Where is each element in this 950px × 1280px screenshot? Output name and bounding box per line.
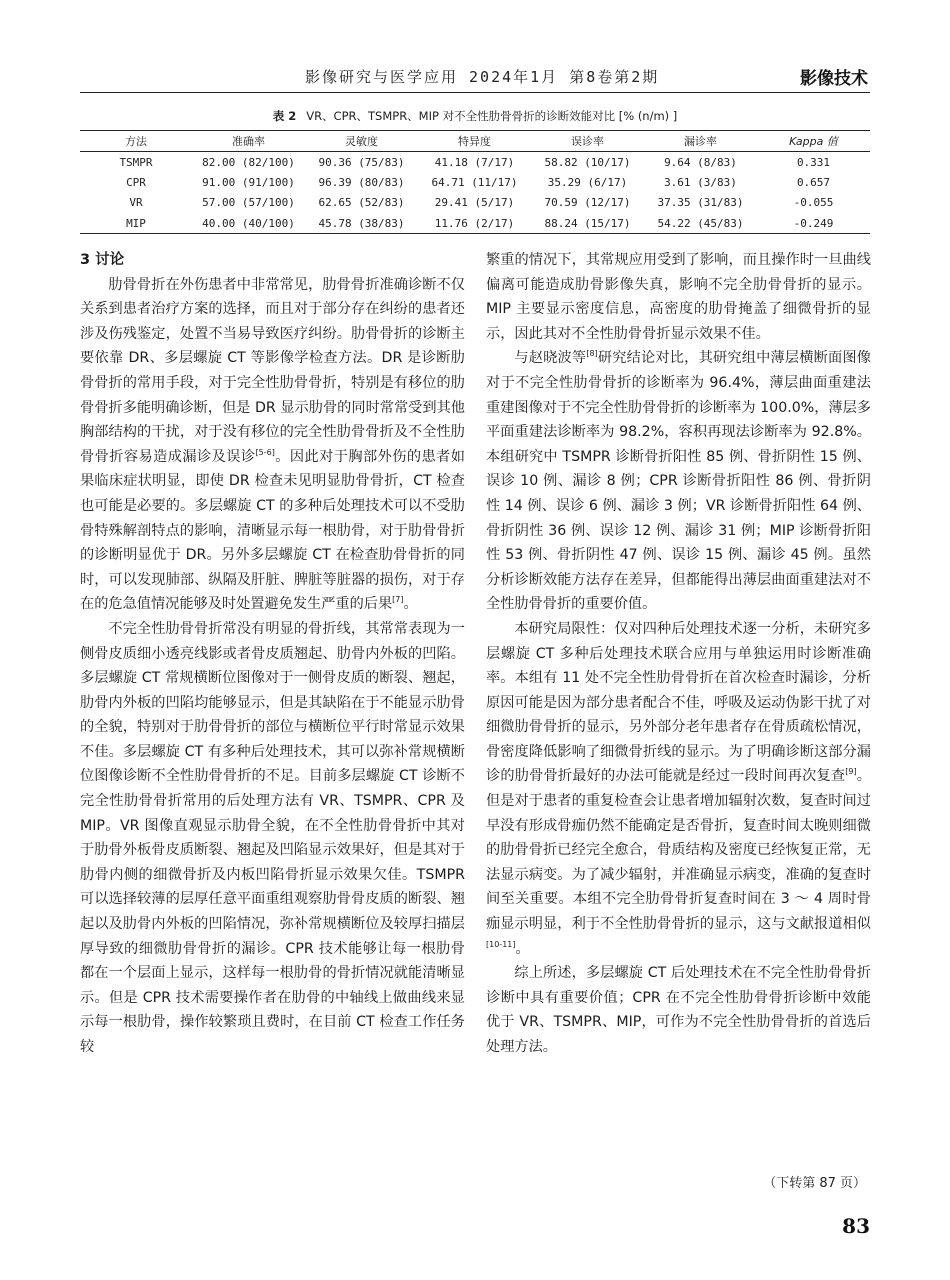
table-cell: 62.65 (52/83) — [318, 196, 405, 210]
journal-header: 影像研究与医学应用 2024年1月 第8卷第2期 — [305, 68, 660, 86]
table-cell: VR — [129, 196, 143, 210]
table-cell: 37.35 (31/83) — [657, 196, 744, 210]
paragraph: 不完全性肋骨骨折常没有明显的骨折线，其常常表现为一侧骨皮质细小透亮线影或者骨皮质翘起、肋骨内外板的凹陷。多层螺旋 CT 常规横断位图像对于一侧骨皮质的断裂、翘起，肋骨内外板的凹陷均能够显示，但是其缺陷在于不能显示肋骨的全貌，特别对于肋骨骨折的部位与横断位平行时常显示效果不佳。多层螺旋 CT 有多种后处理技术，其可以弥补常规横断位图像诊断不全性肋骨骨折的不足。目前多层螺旋 CT 诊断不完全性肋骨骨折常用的后处理方法有 VR、TSMPR、CPR 及 MIP。VR 图像直观显示肋骨全貌，在不全性肋骨骨折中其对于肋骨外板骨皮质断裂、翘起及凹陷显示效果好，但是其对于肋骨内侧的细微骨折及内板凹陷骨折显示效果欠佳。TSMPR 可以选择较薄的层厚任意平面重组观察肋骨骨皮质的断裂、翘起以及肋骨内外板的凹陷情况，弥补常规横断位及较厚扫描层厚导致的细微肋骨骨折的漏诊。CPR 技术能够让每一根肋骨都在一个层面上显示，这样每一根肋骨的骨折情况就能清晰显示。但是 CPR 技术需要操作者在肋骨的中轴线上做曲线来显示每一根肋骨，操作较繁琐且费时，在目前 CT 检查工作任务较 — [80, 620, 465, 1055]
column-header: 准确率 — [232, 135, 265, 148]
left-column — [80, 248, 465, 1060]
table-cell: 91.00 (91/100) — [202, 175, 295, 189]
table-cell: 0.331 — [796, 155, 831, 169]
table-cell: 29.41 (5/17) — [434, 196, 515, 210]
table-cell: CPR — [126, 175, 146, 189]
column-header: Kappa 值 — [789, 135, 838, 148]
table-cell: 35.29 (6/17) — [547, 175, 628, 189]
table-cell: 58.82 (10/17) — [544, 155, 631, 169]
table-cell: 90.36 (75/83) — [318, 155, 405, 169]
paragraph — [486, 617, 871, 961]
paragraph-text: 研究结论对比，其研究组中薄层横断面图像对于不完全性肋骨骨折的诊断率为 96.4%，薄层曲面重建法重建图像对于不完全性肋骨骨折的诊断率为 100.0%，薄层多平面重建法诊断率为 98.2%，容积再现法诊断率为 92.8%。本组研究中 TSMPR 诊断骨折阳性 85 例、骨折阴性 15 例、误诊 10 例、漏诊 8 例；CPR 诊断骨折阳性 86 例、骨折阴性 14 例、误诊 6 例、漏诊 3 例；VR 诊断骨折阳性 64 例、骨折阴性 36 例、误诊 12 例、漏诊 31 例；MIP 诊断骨折阳性 53 例、骨折阴性 47 例、误诊 15 例、漏诊 45 例。虽然分析诊断效能方法存在差异，但都能得出薄层曲面重建法对不全性肋骨骨折的重要价值。 — [486, 350, 871, 613]
section-heading: 3 讨论 — [80, 252, 125, 268]
column-header: 灵敏度 — [345, 135, 378, 148]
table-cell: -0.055 — [793, 196, 834, 210]
table-cell: 70.59 (12/17) — [544, 196, 631, 210]
paragraph-text: 与赵晓波等 — [514, 350, 587, 367]
paragraph-text: 。因此对于胸部外伤的患者如果临床症状明显，即使 DR 检查未见明显肋骨骨折，CT 检查也可能是必要的。多层螺旋 CT 的多种后处理技术可以不受肋骨特殊解剖特点的影响，清晰显示每一根肋骨，对于肋骨骨折的诊断明显优于 DR。另外多层螺旋 CT 在检查肋骨骨折的同时，可以发现肺部、纵隔及肝脏、脾脏等脏器的损伤，对于存在的危急值情况能够及时处置避免发生严重的后果 — [80, 448, 465, 613]
paragraph — [80, 273, 465, 617]
column-header: 漏诊率 — [684, 135, 717, 148]
table-number: 表 2 — [272, 109, 297, 123]
paragraph-text: 本研究局限性：仅对四种后处理技术逐一分析，未研究多层螺旋 CT 多种后处理技术联合应用与单独运用时诊断准确率。本组有 11 处不完全性肋骨骨折在首次检查时漏诊，分析原因可能是因为部分患者配合不佳，呼吸及运动伪影干扰了对细微肋骨骨折的显示，另外部分老年患者存在骨质疏松情况，骨密度降低影响了细微骨折线的显示。为了明确诊断这部分漏诊的肋骨骨折最好的办法可能就是经过一段时间再次复查 — [486, 620, 871, 785]
table-row — [80, 213, 870, 234]
header-divider — [80, 92, 870, 93]
table-cell: -0.249 — [793, 216, 834, 230]
table-cell: 9.64 (8/83) — [664, 155, 737, 169]
paragraph: 繁重的情况下，其常规应用受到了影响，而且操作时一旦曲线偏离可能造成肋骨影像失真，影响不完全肋骨骨折的显示。MIP 主要显示密度信息，高密度的肋骨掩盖了细微骨折的显示，因此其对不全性肋骨骨折显示效果不佳。 — [486, 252, 871, 342]
right-column — [486, 248, 871, 1060]
diagnostic-efficacy-table — [80, 130, 870, 234]
table-cell: 11.76 (2/17) — [434, 216, 515, 230]
table-cell: 64.71 (11/17) — [431, 175, 518, 189]
table-cell: 41.18 (7/17) — [434, 155, 515, 169]
citation: [10-11] — [486, 939, 516, 949]
column-header: 误诊率 — [571, 135, 604, 148]
table-cell: 88.24 (15/17) — [544, 216, 631, 230]
table-cell: 57.00 (57/100) — [202, 196, 295, 210]
citation: [5-6] — [255, 447, 275, 457]
table-caption — [80, 108, 870, 124]
column-header: 特异度 — [458, 135, 491, 148]
table-row — [80, 172, 870, 193]
column-header: 方法 — [125, 135, 147, 148]
table-title: VR、CPR、TSMPR、MIP 对不全性肋骨骨折的诊断效能对比 [% (n/m) ] — [306, 109, 678, 123]
citation: [7] — [392, 595, 404, 605]
page-number: 83 — [842, 1214, 870, 1238]
table-cell: TSMPR — [119, 155, 153, 169]
table-header-row — [80, 131, 870, 152]
table-cell: 54.22 (45/83) — [657, 216, 744, 230]
table-cell: 96.39 (80/83) — [318, 175, 405, 189]
table-row — [80, 193, 870, 214]
table-row — [80, 152, 870, 173]
citation: [8] — [586, 349, 598, 359]
table-cell: 3.61 (3/83) — [664, 175, 737, 189]
table-cell: 0.657 — [796, 175, 831, 189]
paragraph-text: 。 — [515, 940, 530, 957]
table-cell: MIP — [126, 216, 146, 230]
paragraph: 综上所述，多层螺旋 CT 后处理技术在不完全性肋骨骨折诊断中具有重要价值；CPR 在不完全性肋骨骨折诊断中效能优于 VR、TSMPR、MIP，可作为不完全性肋骨骨折的首选后处理方法。 — [486, 965, 871, 1055]
table-cell: 40.00 (40/100) — [202, 216, 295, 230]
table-cell: 45.78 (38/83) — [318, 216, 405, 230]
paragraph — [486, 346, 871, 617]
continued-note: （下转第 87 页） — [763, 1176, 866, 1191]
table-cell: 82.00 (82/100) — [202, 155, 295, 169]
paragraph-text: 肋骨骨折在外伤患者中非常常见，肋骨骨折准确诊断不仅关系到患者治疗方案的选择，而且对于部分存在纠纷的患者还涉及伤残鉴定，处置不当易导致医疗纠纷。肋骨骨折的诊断主要依靠 DR、多层螺旋 CT 等影像学检查方法。DR 是诊断肋骨骨折的常用手段，对于完全性肋骨骨折，特别是有移位的肋骨骨折多能明确诊断，但是 DR 显示肋骨的同时常常受到其他胸部结构的干扰，对于没有移位的完全性肋骨骨折及不全性肋骨骨折容易造成漏诊及误诊 — [80, 276, 465, 465]
citation: [9] — [845, 767, 857, 777]
paragraph-text: 。但是对于患者的重复检查会让患者增加辐射次数，复查时间过早没有形成骨痂仍然不能确定是否骨折，复查时间太晚则细微的肋骨骨折已经完全愈合，骨质结构及密度已经恢复正常，无法显示病变。为了减少辐射，并准确显示病变，准确的复查时间至关重要。本组不完全肋骨骨折复查时间在 3 ～ 4 周时骨痂显示明显，利于不全性肋骨骨折的显示，这与文献报道相似 — [486, 768, 871, 933]
paragraph-text: 。 — [403, 596, 418, 613]
section-title: 影像技术 — [800, 69, 868, 89]
